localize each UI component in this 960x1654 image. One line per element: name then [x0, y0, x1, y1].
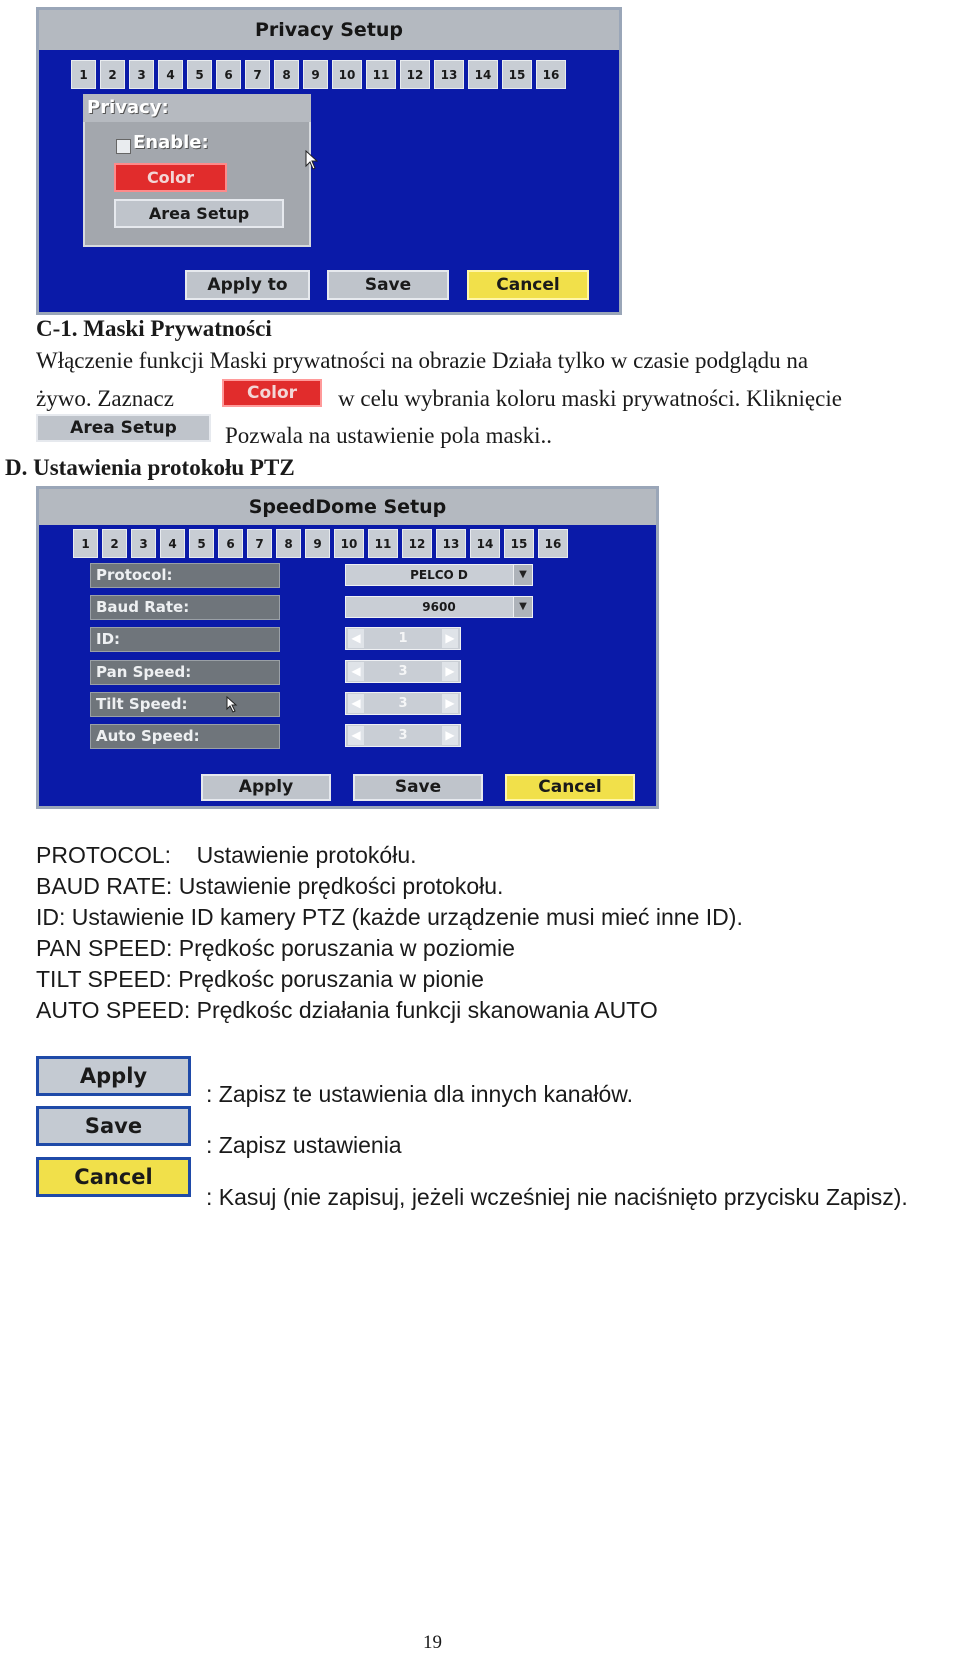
channel-tab-5[interactable]: 5 — [187, 60, 212, 89]
section-c1-line2b: w celu wybrania koloru maski prywatności. Kliknięcie — [338, 386, 842, 411]
channel-tab-3[interactable]: 3 — [129, 60, 154, 89]
legend-cancel-text: : Kasuj (nie zapisuj, jeżeli wcześniej nie naciśnięto przycisku Zapisz). — [206, 1184, 908, 1210]
section-c1-line2a: żywo. Zaznacz — [36, 386, 174, 411]
inline-color-button: Color — [222, 379, 322, 407]
description-id: ID: Ustawienie ID kamery PTZ (każde urządzenie musi mieć inne ID). — [36, 904, 743, 930]
chevron-left-icon[interactable]: ◀ — [348, 629, 364, 648]
apply-button[interactable]: Apply — [201, 774, 331, 801]
id-label: ID: — [90, 627, 280, 652]
protocol-select[interactable] — [345, 564, 533, 586]
channel-tab-15[interactable]: 15 — [504, 529, 534, 558]
channel-tab-7[interactable]: 7 — [247, 529, 272, 558]
channel-tab-9[interactable]: 9 — [305, 529, 330, 558]
save-button[interactable]: Save — [353, 774, 483, 801]
channel-tab-8[interactable]: 8 — [274, 60, 299, 89]
channel-tab-16[interactable]: 16 — [538, 529, 568, 558]
channel-tab-3[interactable]: 3 — [131, 529, 156, 558]
channel-tab-1[interactable]: 1 — [71, 60, 96, 89]
cancel-button[interactable]: Cancel — [505, 774, 635, 801]
channel-tab-13[interactable]: 13 — [434, 60, 464, 89]
auto-speed-stepper[interactable] — [345, 724, 461, 747]
description-pan-speed: PAN SPEED: Prędkośc poruszania w poziomie — [36, 935, 515, 961]
id-value: 1 — [398, 631, 408, 646]
channel-tab-4[interactable]: 4 — [158, 60, 183, 89]
channel-tab-15[interactable]: 15 — [502, 60, 532, 89]
chevron-right-icon[interactable]: ▶ — [442, 662, 458, 681]
section-c1-line1: Włączenie funkcji Maski prywatności na obrazie Działa tylko w czasie podglądu na — [36, 348, 809, 373]
privacy-setup-title: Privacy Setup — [39, 10, 619, 50]
auto-speed-value: 3 — [398, 728, 408, 743]
channel-tab-1[interactable]: 1 — [73, 529, 98, 558]
apply-to-button[interactable]: Apply to — [185, 270, 310, 300]
channel-tab-14[interactable]: 14 — [468, 60, 498, 89]
protocol-label: Protocol: — [90, 563, 280, 588]
pan-speed-value: 3 — [398, 664, 408, 679]
speeddome-channel-tabs — [73, 529, 568, 558]
channel-tab-9[interactable]: 9 — [303, 60, 328, 89]
channel-tab-6[interactable]: 6 — [216, 60, 241, 89]
save-button[interactable]: Save — [327, 270, 449, 300]
inline-area-setup-button: Area Setup — [36, 414, 211, 442]
channel-tab-12[interactable]: 12 — [400, 60, 430, 89]
privacy-setup-screen — [36, 7, 622, 315]
channel-tab-8[interactable]: 8 — [276, 529, 301, 558]
channel-tab-11[interactable]: 11 — [366, 60, 396, 89]
section-d-heading: D. Ustawienia protokołu PTZ — [5, 455, 295, 480]
color-button[interactable]: Color — [114, 163, 227, 192]
tilt-speed-stepper[interactable] — [345, 692, 461, 715]
chevron-right-icon[interactable]: ▶ — [442, 694, 458, 713]
protocol-value: PELCO D — [410, 568, 468, 582]
channel-tab-4[interactable]: 4 — [160, 529, 185, 558]
baud-rate-select[interactable] — [345, 596, 533, 618]
enable-label: Enable: — [133, 132, 209, 153]
enable-checkbox[interactable] — [116, 139, 131, 154]
speeddome-setup-title: SpeedDome Setup — [39, 489, 656, 525]
section-c1-heading: C-1. Maski Prywatności — [36, 316, 272, 341]
privacy-label: Privacy: — [83, 94, 311, 122]
description-auto-speed: AUTO SPEED: Prędkośc działania funkcji skanowania AUTO — [36, 997, 658, 1023]
chevron-left-icon[interactable]: ◀ — [348, 662, 364, 681]
channel-tab-2[interactable]: 2 — [100, 60, 125, 89]
channel-tab-6[interactable]: 6 — [218, 529, 243, 558]
area-setup-button[interactable]: Area Setup — [114, 199, 284, 228]
channel-tab-14[interactable]: 14 — [470, 529, 500, 558]
section-c1-line3: Pozwala na ustawienie pola maski.. — [225, 423, 553, 448]
mouse-cursor-icon — [226, 696, 238, 713]
channel-tab-2[interactable]: 2 — [102, 529, 127, 558]
tilt-speed-value: 3 — [398, 696, 408, 711]
channel-tab-5[interactable]: 5 — [189, 529, 214, 558]
description-protocol: PROTOCOL: Ustawienie protokółu. — [36, 842, 417, 868]
channel-tab-16[interactable]: 16 — [536, 60, 566, 89]
channel-tab-12[interactable]: 12 — [402, 529, 432, 558]
chevron-left-icon[interactable]: ◀ — [348, 726, 364, 745]
baud-rate-label: Baud Rate: — [90, 595, 280, 620]
pan-speed-stepper[interactable] — [345, 660, 461, 683]
legend-cancel-button: Cancel — [36, 1157, 191, 1197]
channel-tab-11[interactable]: 11 — [368, 529, 398, 558]
baud-rate-value: 9600 — [422, 600, 456, 614]
chevron-right-icon[interactable]: ▶ — [442, 726, 458, 745]
channel-tab-10[interactable]: 10 — [332, 60, 362, 89]
pan-speed-label: Pan Speed: — [90, 660, 280, 685]
mouse-cursor-icon — [305, 150, 319, 170]
page-number: 19 — [423, 1632, 442, 1653]
tilt-speed-label: Tilt Speed: — [90, 692, 280, 717]
legend-apply-button: Apply — [36, 1056, 191, 1096]
legend-apply-text: : Zapisz te ustawienia dla innych kanałów. — [206, 1081, 634, 1107]
chevron-down-icon: ▼ — [513, 597, 532, 617]
auto-speed-label: Auto Speed: — [90, 724, 280, 749]
description-tilt-speed: TILT SPEED: Prędkośc poruszania w pionie — [36, 966, 484, 992]
chevron-down-icon: ▼ — [513, 565, 532, 585]
channel-tab-10[interactable]: 10 — [334, 529, 364, 558]
legend-save-button: Save — [36, 1106, 191, 1146]
cancel-button[interactable]: Cancel — [467, 270, 589, 300]
chevron-right-icon[interactable]: ▶ — [442, 629, 458, 648]
speeddome-setup-screen — [36, 486, 659, 809]
privacy-channel-tabs — [71, 60, 566, 89]
channel-tab-13[interactable]: 13 — [436, 529, 466, 558]
description-baud-rate: BAUD RATE: Ustawienie prędkości protokołu. — [36, 873, 504, 899]
legend-save-text: : Zapisz ustawienia — [206, 1132, 402, 1158]
channel-tab-7[interactable]: 7 — [245, 60, 270, 89]
id-stepper[interactable] — [345, 627, 461, 650]
chevron-left-icon[interactable]: ◀ — [348, 694, 364, 713]
